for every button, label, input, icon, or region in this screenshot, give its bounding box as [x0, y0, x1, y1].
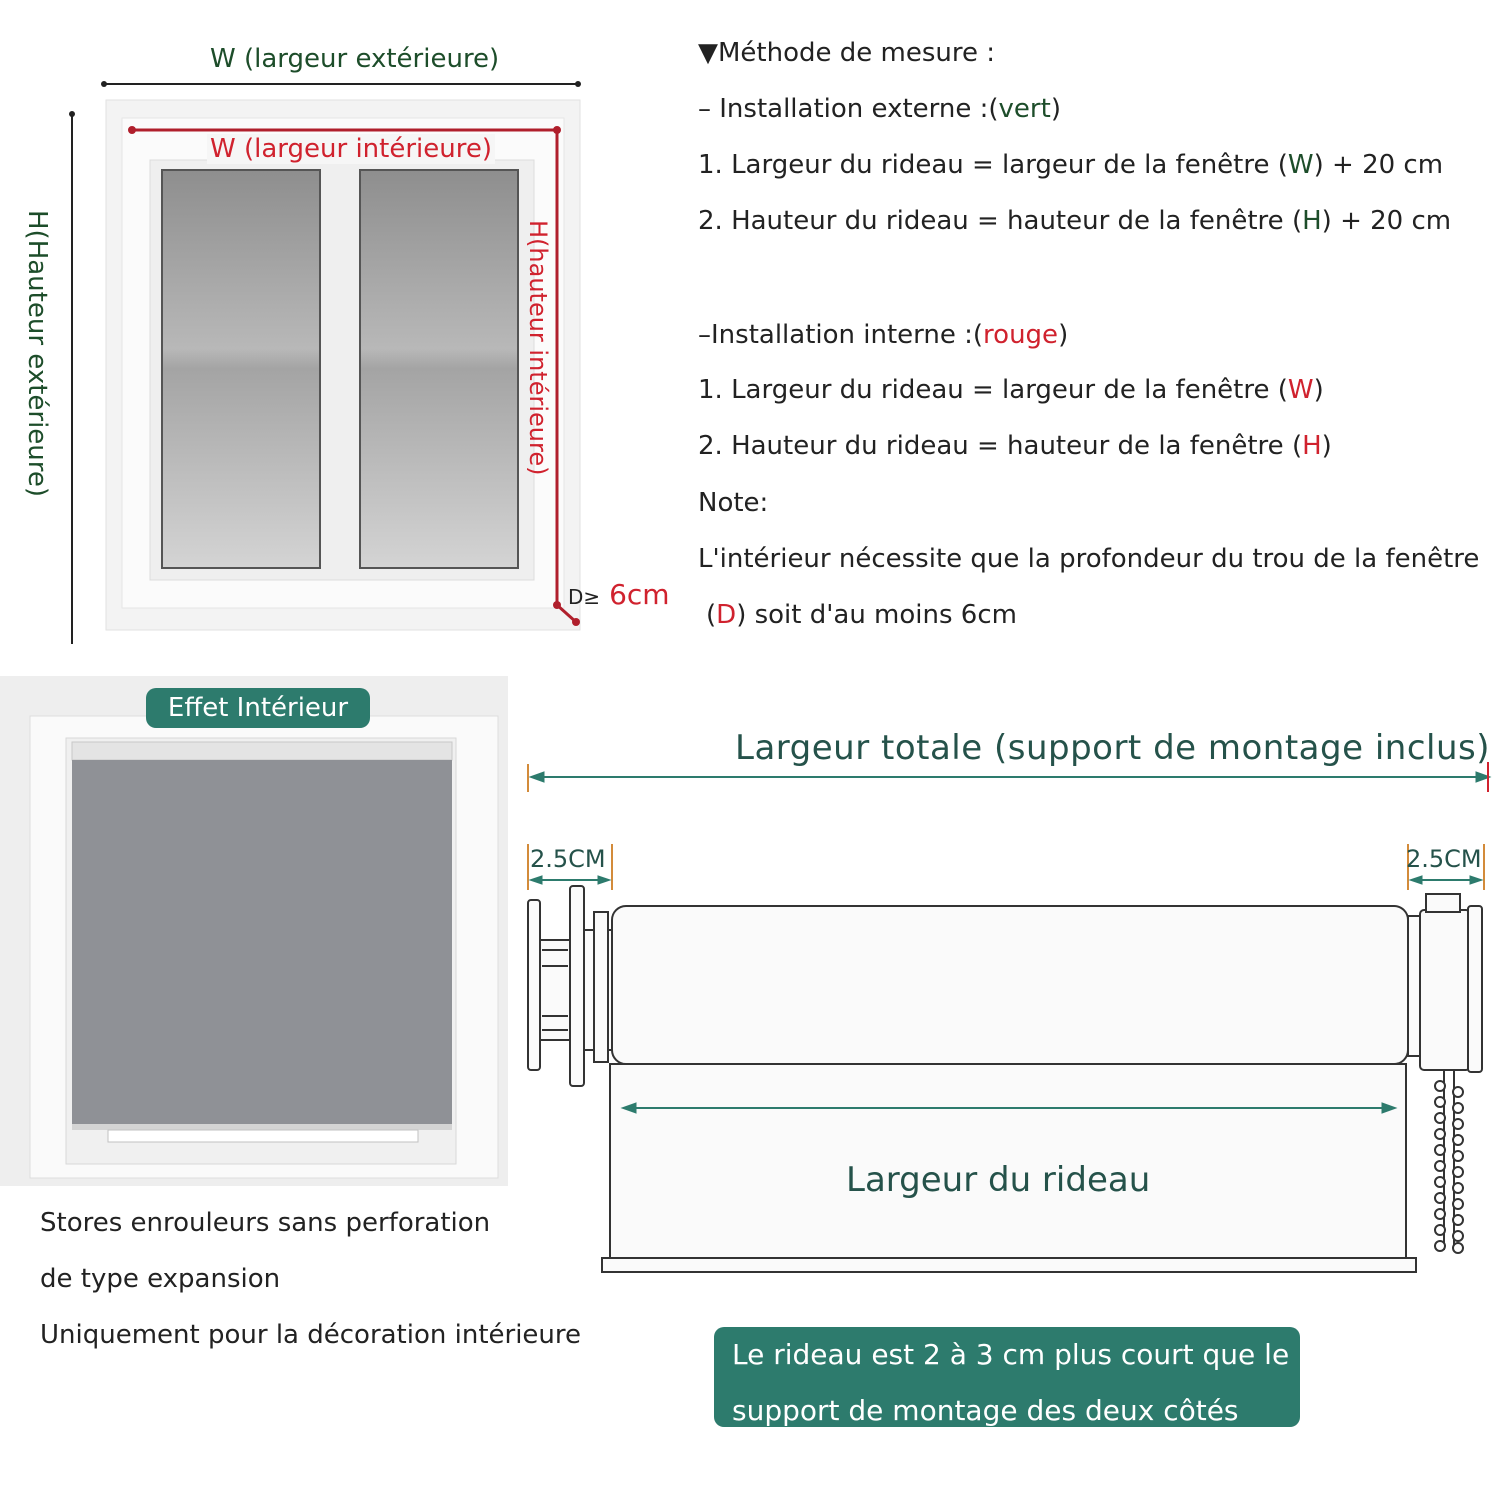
- left-spring-housing: [570, 886, 584, 1086]
- bead-chain: [1435, 1070, 1463, 1253]
- note-line-1: L'intérieur nécessite que la profondeur du trou de la fenêtre: [698, 544, 1480, 574]
- window-pane-right: [360, 170, 518, 568]
- internal-width-rule: 1. Largeur du rideau = largeur de la fenêtre (W): [698, 375, 1324, 405]
- left-bracket-arrow: [530, 876, 610, 884]
- inner-width-label: W (largeur intérieure): [207, 134, 495, 164]
- note-box-line-1: Le rideau est 2 à 3 cm plus court que le: [732, 1338, 1290, 1371]
- external-install-label: – Installation externe :(vert): [698, 94, 1061, 124]
- inner-height-label: H(hauteur intérieure): [524, 220, 552, 476]
- right-bracket-label: 2.5CM: [1406, 845, 1482, 873]
- method-heading: ▼Méthode de mesure :: [698, 38, 996, 68]
- outer-height-label: H(Hauteur extérieure): [22, 210, 52, 498]
- note-box-line-2: support de montage des deux côtés: [732, 1394, 1239, 1427]
- total-width-arrow: [530, 772, 1490, 782]
- roller-dimension-drawing: [520, 740, 1500, 1300]
- curtain-width-label: Largeur du rideau: [846, 1160, 1151, 1200]
- external-width-rule: 1. Largeur du rideau = largeur de la fenêtre (W) + 20 cm: [698, 150, 1444, 180]
- roller-headrail: [72, 742, 452, 760]
- roller-shade-fabric: [72, 760, 452, 1124]
- left-wall-plate: [528, 900, 540, 1070]
- roller-bottom-bar: [108, 1130, 418, 1142]
- caption-line-1: Stores enrouleurs sans perforation: [40, 1208, 491, 1238]
- chain-control-box: [1420, 910, 1470, 1070]
- effect-badge: Effet Intérieur: [146, 688, 370, 728]
- note-line-2: (D) soit d'au moins 6cm: [706, 600, 1017, 630]
- right-bracket-arrow: [1410, 876, 1482, 884]
- bottom-rail: [602, 1258, 1416, 1272]
- caption-line-2: de type expansion: [40, 1264, 281, 1294]
- outer-width-label: W (largeur extérieure): [210, 44, 500, 74]
- note-box: [714, 1327, 1300, 1427]
- interior-effect-image: [0, 676, 508, 1186]
- external-height-rule: 2. Hauteur du rideau = hauteur de la fenêtre (H) + 20 cm: [698, 206, 1452, 236]
- left-bracket-label: 2.5CM: [530, 845, 606, 873]
- total-width-label: Largeur totale (support de montage inclus): [735, 728, 1490, 768]
- window-measure-drawing: [0, 0, 690, 660]
- roller-tube: [612, 906, 1408, 1064]
- internal-install-label: –Installation interne :(rouge): [698, 320, 1069, 350]
- depth-label: D≥ 6cm: [568, 578, 670, 611]
- caption-line-3: Uniquement pour la décoration intérieure: [40, 1320, 582, 1350]
- window-pane-left: [162, 170, 320, 568]
- internal-height-rule: 2. Hauteur du rideau = hauteur de la fenêtre (H): [698, 431, 1332, 461]
- note-label: Note:: [698, 488, 769, 518]
